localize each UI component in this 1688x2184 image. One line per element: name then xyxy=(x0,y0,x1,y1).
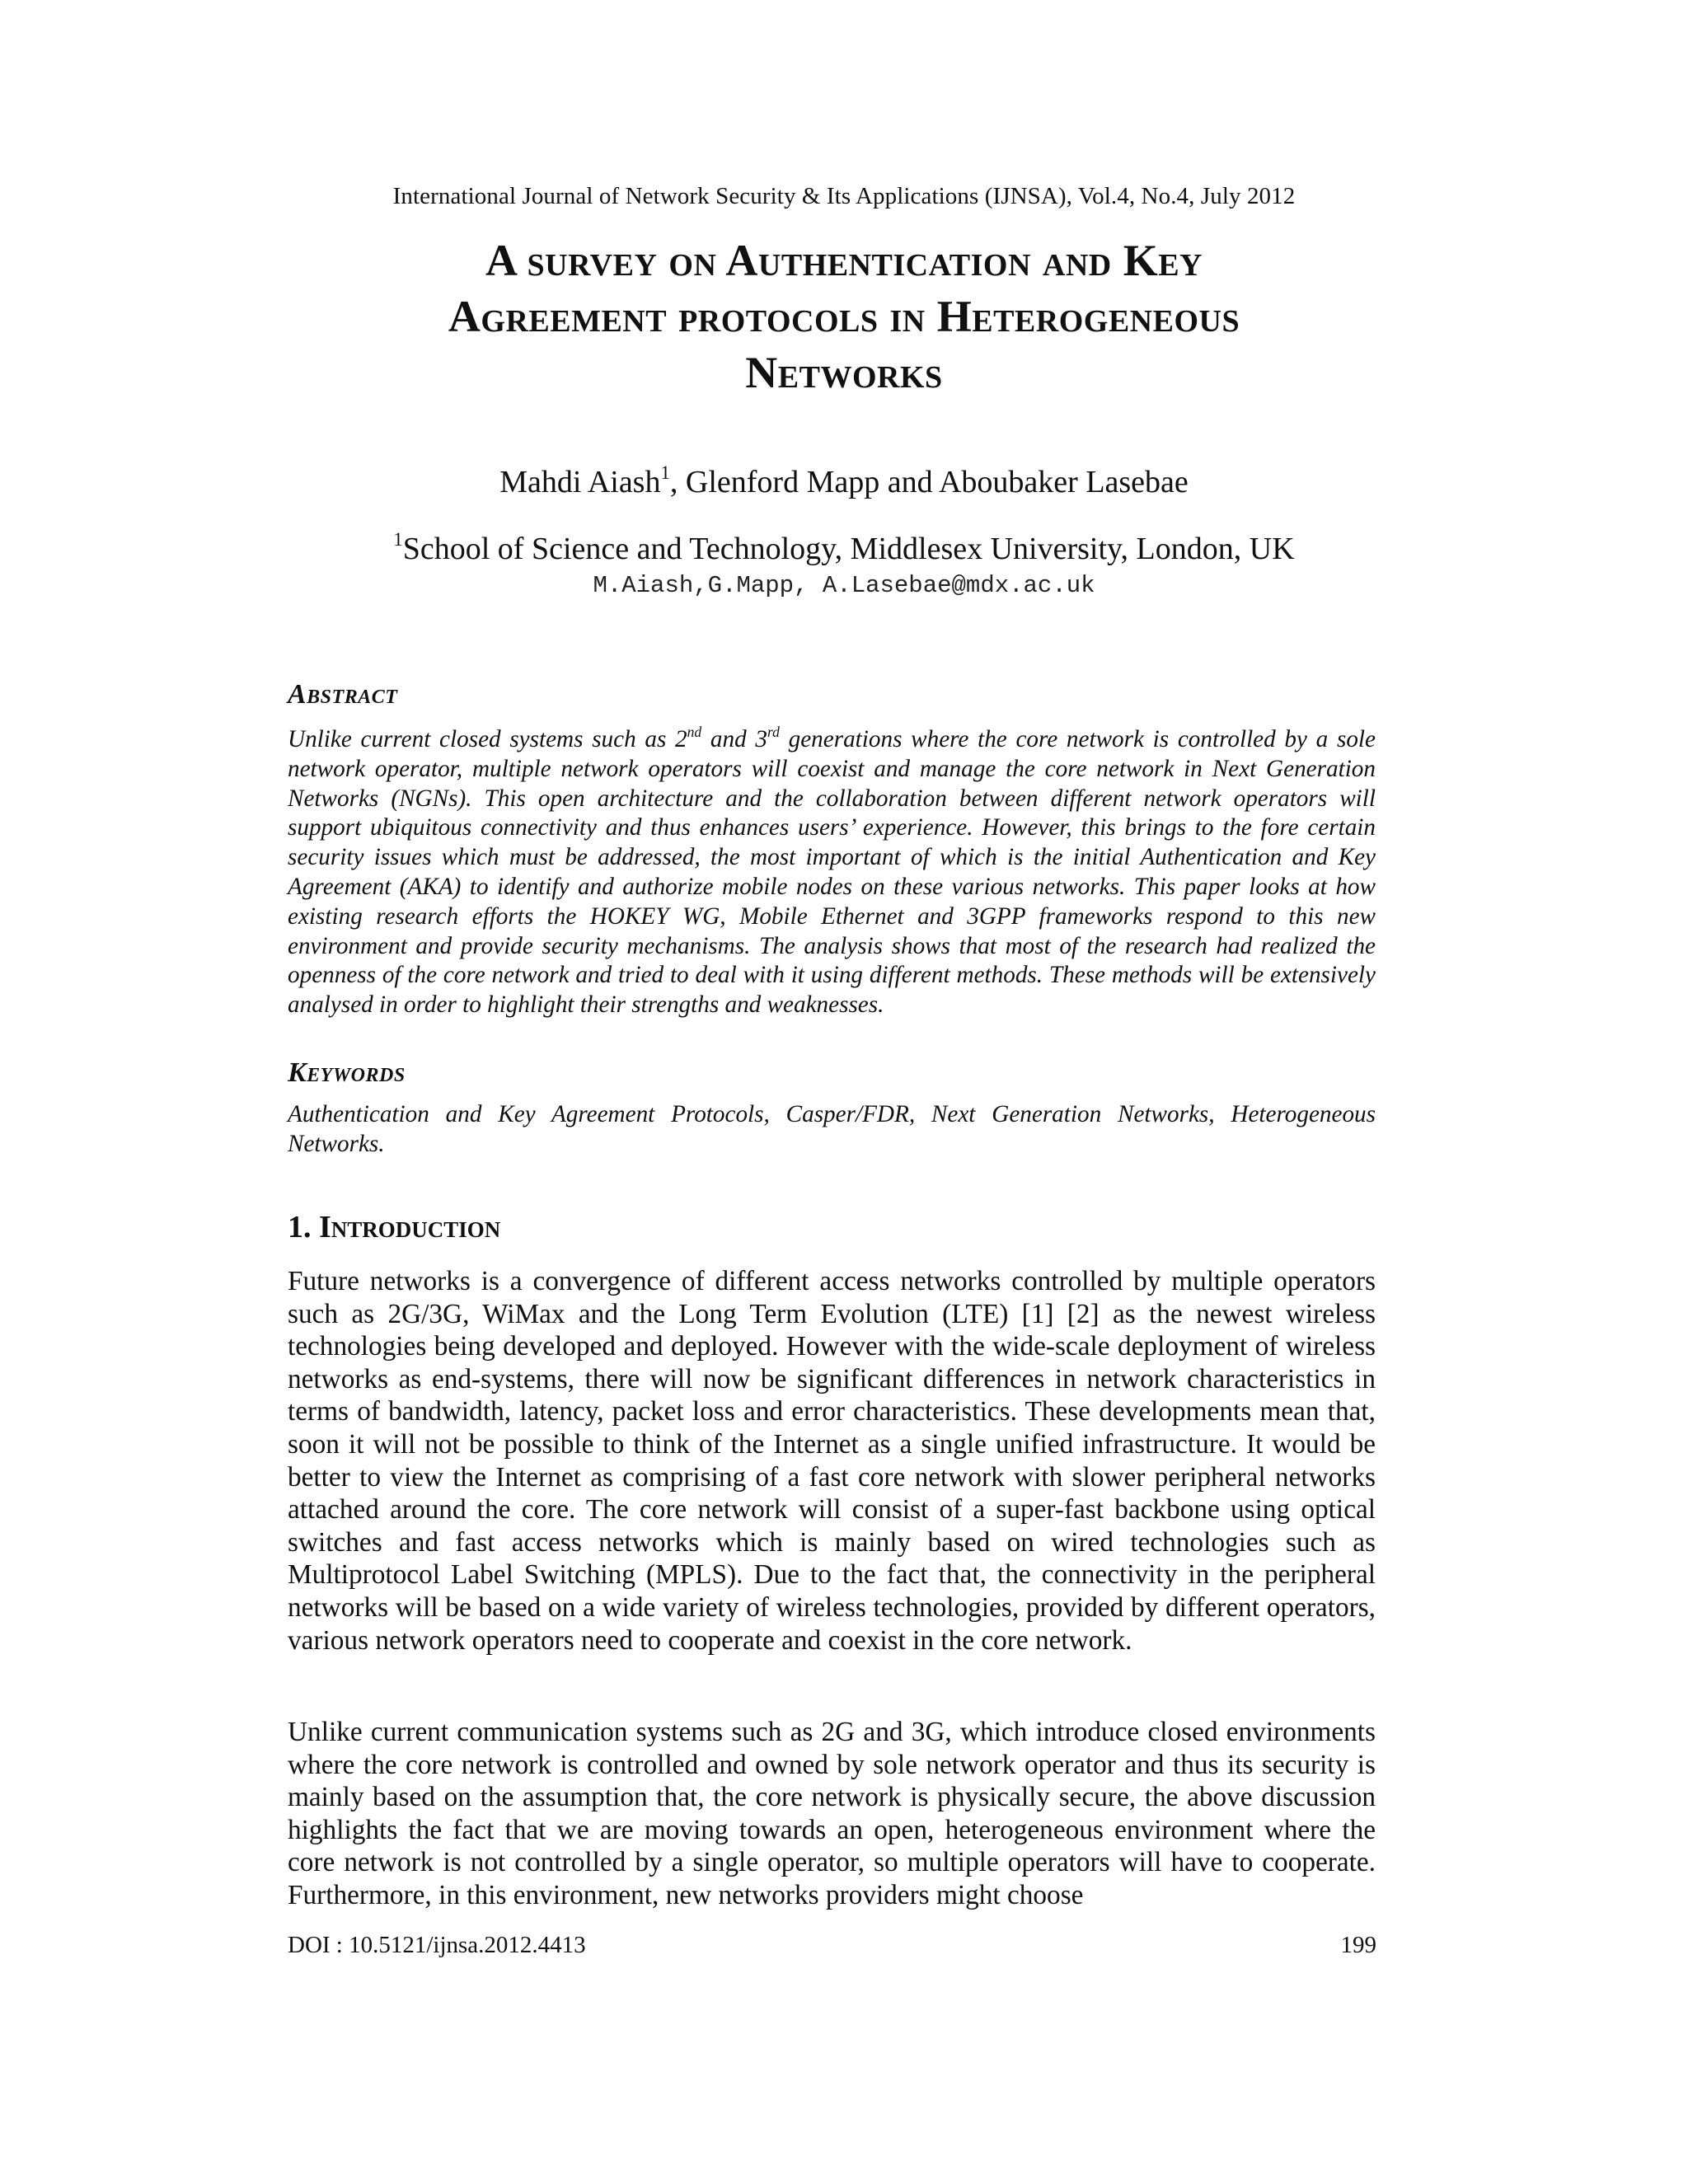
author-emails: M.Aiash,G.Mapp, A.Lasebae@mdx.ac.uk xyxy=(593,572,1095,599)
introduction-heading: 1. Introduction xyxy=(288,1210,501,1244)
introduction-paragraph: Unlike current communication systems such as 2G and 3G, which introduce closed environments where the core network is controlled and owned by sole network operator and thus its security is mainly based on the assumption that, the core network is physically secure, the above discussion highlights the fact that we are moving towards an open, heterogeneous environment where the core network is not controlled by a single operator, so multiple operators will have to cooperate. Furthermore, in this environment, new networks providers might choose xyxy=(288,1717,1376,1910)
abstract-text-part: Unlike current closed systems such as 2 xyxy=(288,726,687,752)
affiliation xyxy=(0,531,1688,567)
abstract-text-part: generations where the core network is controlled by a sole network operator, multiple network operators will coexist and manage the core network in Next Generation Networks (NGNs). This open architecture and the collaboration between different network operators will support ubiquitous connectivity and thus enhances users’ experience. However, this brings to the fore certain security issues which must be addressed, the most important of which is the initial Authentication and Key Agreement (AKA) to identify and authorize mobile nodes on these various networks. This paper looks at how existing research efforts the HOKEY WG, Mobile Ethernet and 3GPP frameworks respond to this new environment and provide security mechanisms. The analysis shows that most of the research had realized the openness of the core network and tried to deal with it using different methods. These methods will be extensively analysed in order to highlight their strengths and weaknesses. xyxy=(288,726,1376,1019)
page-number: 199 xyxy=(1340,1932,1376,1958)
author-list xyxy=(0,464,1688,500)
keywords-text: Authentication and Key Agreement Protocols, Casper/FDR, Next Generation Networks, Heterogeneous Networks. xyxy=(288,1101,1376,1157)
doi-footer: DOI : 10.5121/ijnsa.2012.4413 xyxy=(288,1932,586,1958)
title-line: A survey on Authentication and Key xyxy=(485,236,1203,285)
affiliation-mark: 1 xyxy=(393,529,403,551)
author-names-rest: , Glenford Mapp and Aboubaker Lasebae xyxy=(669,465,1189,499)
paper-title xyxy=(206,232,1482,401)
affiliation-text: School of Science and Technology, Middlesex University, London, UK xyxy=(402,532,1295,566)
ordinal-suffix: nd xyxy=(687,723,702,740)
keywords-heading: Keywords xyxy=(288,1057,406,1088)
title-line: Networks xyxy=(745,348,943,397)
introduction-paragraph: Future networks is a convergence of different access networks controlled by multiple operators such as 2G/3G, WiMax and the Long Term Evolution (LTE) [1] [2] as the newest wireless technologies being developed and deployed. However with the wide-scale deployment of wireless networks as end-systems, there will now be significant differences in network characteristics in terms of bandwidth, latency, packet loss and error characteristics. These developments mean that, soon it will not be possible to think of the Internet as a single unified infrastructure. It would be better to view the Internet as comprising of a fast core network with slower peripheral networks attached around the core. The core network will consist of a super-fast backbone using optical switches and fast access networks which is mainly based on wired technologies such as Multiprotocol Label Switching (MPLS). Due to the fact that, the connectivity in the peripheral networks will be based on a wide variety of wireless technologies, provided by different operators, various network operators need to cooperate and coexist in the core network. xyxy=(288,1266,1376,1656)
author-name: Mahdi Aiash xyxy=(499,465,661,499)
ordinal-suffix: rd xyxy=(767,723,780,740)
journal-header: International Journal of Network Security & Its Applications (IJNSA), Vol.4, No.4, July 2012 xyxy=(392,183,1296,209)
title-line: Agreement protocols in Heterogeneous xyxy=(448,292,1240,341)
abstract-heading: Abstract xyxy=(288,679,398,710)
abstract-text-part: and 3 xyxy=(701,726,767,752)
abstract-text xyxy=(288,725,1376,1020)
affiliation-mark: 1 xyxy=(660,462,670,484)
